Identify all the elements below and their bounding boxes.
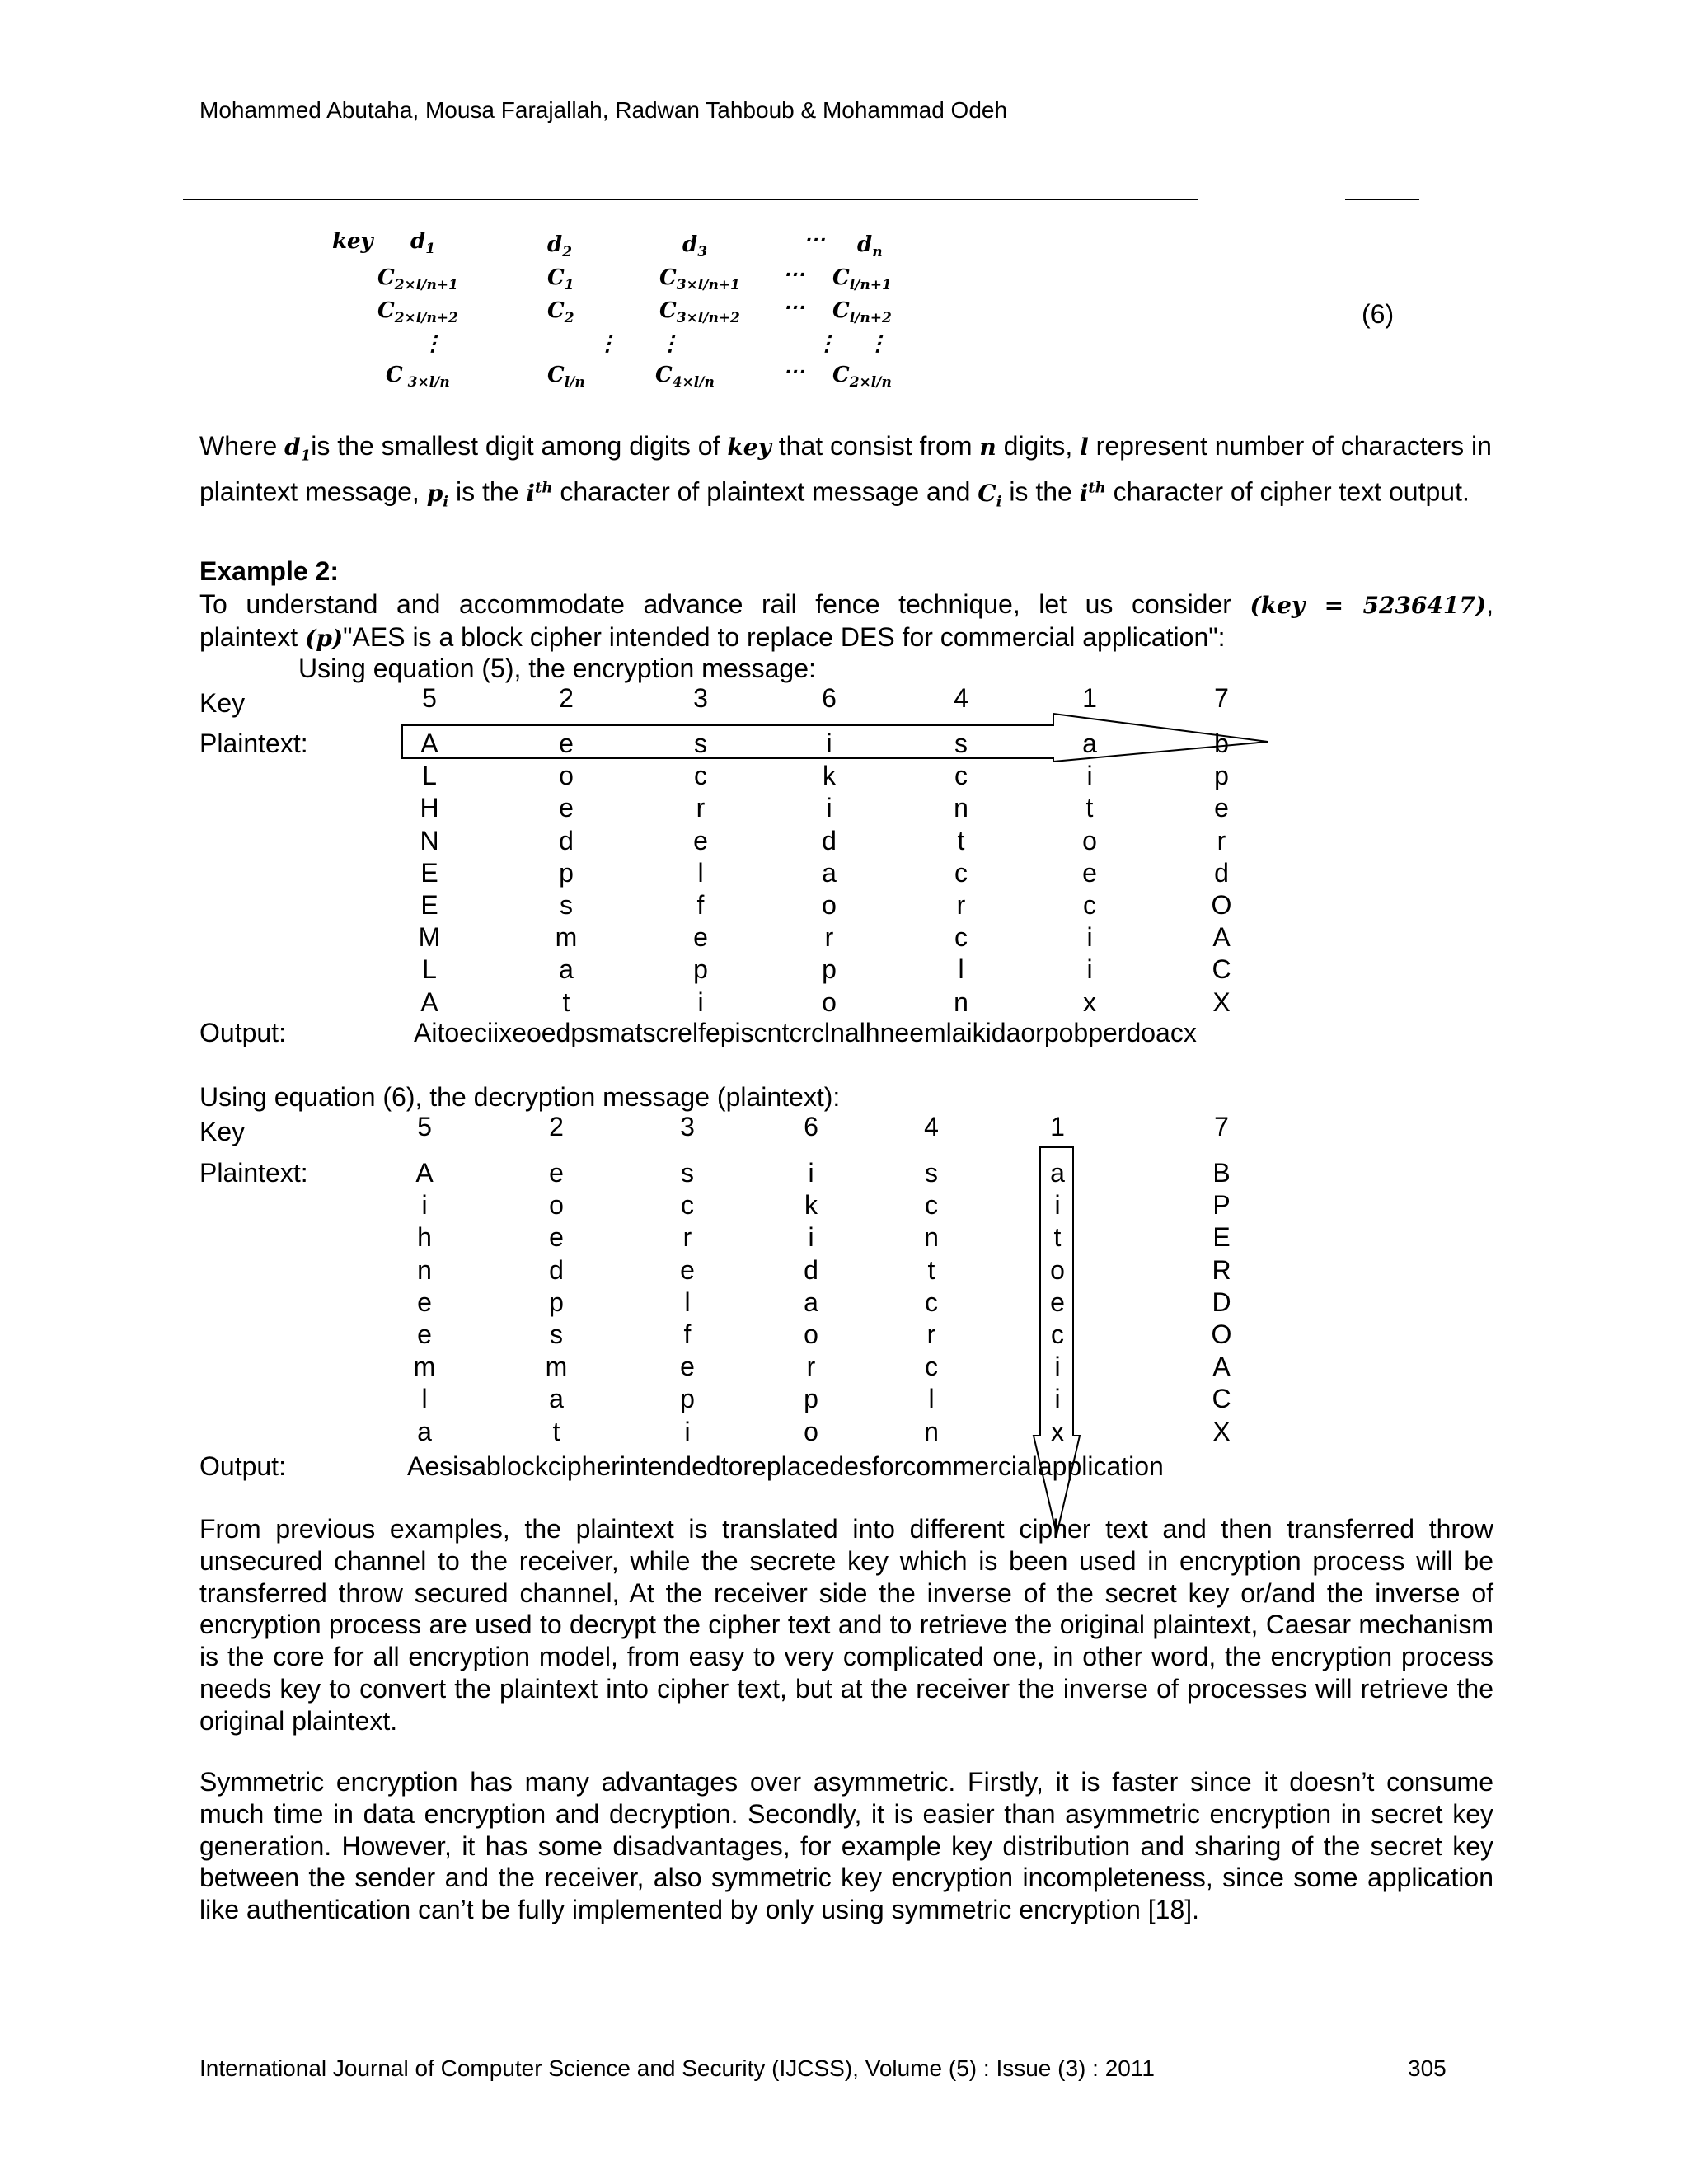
dec-cell-r2-c2: o bbox=[549, 1190, 564, 1221]
intro-s1: To understand and accommodate advance rail fence technique, let us consider bbox=[199, 589, 1250, 619]
enc-cell-r3-c4: i bbox=[826, 793, 832, 823]
enc-cell-r8-c3: p bbox=[693, 954, 708, 985]
enc-cell-r2-c4: k bbox=[823, 761, 836, 791]
dec-cell-r2-c6: i bbox=[1054, 1190, 1061, 1221]
dec-cell-r9-c2: t bbox=[552, 1416, 560, 1446]
enc-cell-r1-c3: s bbox=[694, 729, 707, 758]
eq-r3c3: $C_{4\times l/n}$ bbox=[655, 363, 715, 391]
enc-cell-r5-c5: c bbox=[954, 857, 968, 888]
dec-cell-r9-c7: X bbox=[1212, 1416, 1231, 1446]
dec-key-label: Key bbox=[199, 1117, 246, 1146]
dec-cell-r7-c5: c bbox=[925, 1352, 938, 1382]
enc-cell-r2-c2: o bbox=[559, 761, 574, 791]
dec-key-1: 5 bbox=[417, 1112, 432, 1141]
dec-cell-r9-c6: x bbox=[1051, 1416, 1064, 1446]
dec-cell-r4-c6: o bbox=[1050, 1254, 1065, 1285]
enc-cell-r9-c6: x bbox=[1083, 987, 1096, 1017]
eq-r1c3: $C_{3\times l/n+1}$ bbox=[659, 265, 740, 294]
enc-cell-r9-c5: n bbox=[954, 987, 968, 1017]
header-rule-left bbox=[183, 199, 1198, 200]
enc-cell-r7-c5: c bbox=[954, 922, 968, 953]
dec-key-5: 4 bbox=[924, 1112, 939, 1141]
math-pi: $p_i$ bbox=[426, 479, 449, 511]
enc-cell-r5-c6: e bbox=[1082, 857, 1097, 888]
enc-cell-r6-c2: s bbox=[560, 890, 573, 920]
eq-r3c4: ⋯ bbox=[783, 359, 804, 384]
dec-cell-r7-c7: A bbox=[1212, 1352, 1231, 1382]
enc-key-3: 3 bbox=[693, 683, 708, 713]
example-intro-line2 bbox=[199, 621, 1226, 654]
dec-cell-r5-c1: e bbox=[417, 1286, 432, 1317]
dec-cell-r4-c5: t bbox=[927, 1254, 935, 1285]
dec-cell-r3-c3: r bbox=[682, 1222, 692, 1253]
eq-r1c5: $C_{l/n+1}$ bbox=[832, 265, 892, 294]
eq-dn: $d_n$ bbox=[857, 232, 883, 261]
math-ci: $C_i$ bbox=[978, 479, 1002, 511]
enc-cell-r7-c7: A bbox=[1212, 922, 1231, 953]
dec-cell-r2-c1: i bbox=[421, 1190, 428, 1221]
dec-cell-r8-c5: l bbox=[928, 1384, 935, 1414]
enc-cell-r2-c3: c bbox=[694, 761, 707, 791]
dec-down-arrow-shape bbox=[1034, 1147, 1080, 1535]
equation-number: (6) bbox=[1362, 299, 1395, 329]
dec-output-label: Output: bbox=[199, 1451, 286, 1481]
enc-cell-r9-c1: A bbox=[420, 987, 438, 1017]
dec-cell-r8-c6: i bbox=[1054, 1384, 1061, 1414]
dec-output-text: Aesisablockcipherintendedtoreplacedesforcommercialapplication bbox=[407, 1451, 1164, 1481]
enc-key-5: 4 bbox=[954, 683, 968, 713]
enc-cell-r1-c2: e bbox=[559, 729, 574, 758]
enc-cell-r2-c5: c bbox=[954, 761, 968, 791]
enc-key-7: 7 bbox=[1214, 683, 1229, 713]
dec-cell-r9-c4: o bbox=[804, 1416, 818, 1446]
dec-cell-r4-c7: R bbox=[1212, 1254, 1231, 1285]
dec-cell-r5-c5: c bbox=[925, 1286, 938, 1317]
eq-r3c5: $C_{2\times l/n}$ bbox=[832, 363, 892, 391]
math-p-expr: (p) bbox=[305, 625, 344, 652]
enc-arrow bbox=[0, 709, 1319, 808]
dec-cell-r9-c5: n bbox=[924, 1416, 939, 1446]
enc-cell-r5-c4: a bbox=[822, 857, 837, 888]
where-s6: is the bbox=[448, 476, 527, 507]
enc-cell-r4-c4: d bbox=[822, 825, 837, 855]
enc-cell-r4-c6: o bbox=[1082, 825, 1097, 855]
enc-cell-r2-c6: i bbox=[1086, 761, 1093, 791]
dec-key-7: 7 bbox=[1214, 1112, 1229, 1141]
enc-cell-r3-c6: t bbox=[1085, 793, 1094, 823]
enc-cell-r4-c3: e bbox=[693, 825, 708, 855]
dec-plaintext-label: Plaintext: bbox=[199, 1158, 308, 1188]
enc-cell-r7-c4: r bbox=[824, 922, 834, 953]
where-s1: Where bbox=[199, 431, 285, 461]
enc-cell-r9-c4: o bbox=[822, 987, 837, 1017]
math-ith-2: $i^{th}$ bbox=[1079, 479, 1106, 507]
dec-arrow bbox=[989, 1141, 1154, 1569]
eq-vdots-1: ⋮ bbox=[422, 331, 443, 356]
dec-cell-r3-c5: n bbox=[924, 1222, 939, 1253]
dec-cell-r1-c1: A bbox=[415, 1158, 434, 1188]
dec-cell-r2-c4: k bbox=[804, 1190, 818, 1221]
dec-cell-r1-c5: s bbox=[925, 1158, 938, 1188]
enc-cell-r7-c1: M bbox=[418, 922, 441, 953]
eq-key: key bbox=[332, 229, 373, 254]
enc-cell-r5-c3: l bbox=[697, 857, 704, 888]
dec-cell-r6-c5: r bbox=[926, 1319, 936, 1349]
enc-cell-r7-c3: e bbox=[693, 922, 708, 953]
dec-cell-r3-c4: i bbox=[808, 1222, 814, 1253]
dec-cell-r5-c2: p bbox=[549, 1286, 564, 1317]
where-s2: is the smallest digit among digits of bbox=[311, 431, 728, 461]
enc-cell-r7-c2: m bbox=[555, 922, 578, 953]
eq-vdots-3: ⋮ bbox=[659, 331, 681, 356]
dec-cell-r5-c3: l bbox=[684, 1286, 691, 1317]
decryption-caption: Using equation (6), the decryption message (plaintext): bbox=[199, 1082, 841, 1112]
enc-cell-r5-c2: p bbox=[559, 857, 574, 888]
enc-cell-r6-c4: o bbox=[822, 890, 837, 920]
eq-r3c1: C $_{3\times l/n}$ bbox=[386, 363, 450, 391]
math-ith-1: $i^{th}$ bbox=[526, 479, 553, 507]
eq-r3c2: $C_{l/n}$ bbox=[547, 363, 585, 391]
dec-cell-r4-c2: d bbox=[549, 1254, 564, 1285]
eq-r2c2: $C_2$ bbox=[547, 298, 574, 327]
dec-cell-r3-c2: e bbox=[549, 1222, 564, 1253]
enc-cell-r8-c7: C bbox=[1212, 954, 1231, 985]
dec-cell-r9-c3: i bbox=[684, 1416, 691, 1446]
enc-cell-r4-c2: d bbox=[559, 825, 574, 855]
enc-cell-r9-c3: i bbox=[697, 987, 704, 1017]
dec-key-3: 3 bbox=[680, 1112, 695, 1141]
enc-cell-r8-c2: a bbox=[559, 954, 574, 985]
enc-cell-r8-c1: L bbox=[422, 954, 437, 985]
example-title bbox=[199, 555, 339, 587]
enc-cell-r6-c5: r bbox=[956, 890, 966, 920]
dec-cell-r6-c7: O bbox=[1211, 1319, 1232, 1349]
enc-cell-r1-c6: a bbox=[1082, 729, 1097, 758]
where-s7: character of plaintext message and bbox=[552, 476, 978, 507]
dec-cell-r1-c2: e bbox=[549, 1158, 564, 1188]
eq-r1c4: ⋯ bbox=[783, 262, 804, 287]
dec-cell-r6-c3: f bbox=[683, 1319, 692, 1349]
math-d1: $d_1$ bbox=[284, 434, 312, 465]
dec-cell-r4-c3: e bbox=[680, 1254, 695, 1285]
eq-r1c2: $C_1$ bbox=[547, 265, 574, 294]
eq-d3: $d_3$ bbox=[682, 232, 708, 261]
enc-plaintext-label: Plaintext: bbox=[199, 729, 308, 758]
dec-cell-r1-c3: s bbox=[681, 1158, 694, 1188]
enc-right-arrow-shape bbox=[402, 714, 1268, 762]
dec-cell-r6-c6: c bbox=[1051, 1319, 1064, 1349]
dec-cell-r4-c1: n bbox=[417, 1254, 432, 1285]
enc-cell-r3-c7: e bbox=[1214, 793, 1229, 823]
dec-cell-r7-c1: m bbox=[413, 1352, 436, 1382]
footer-page-number: 305 bbox=[1408, 2055, 1447, 2081]
dec-cell-r3-c6: t bbox=[1053, 1222, 1062, 1253]
where-s8: is the bbox=[1001, 476, 1080, 507]
enc-cell-r3-c5: n bbox=[954, 793, 968, 823]
enc-cell-r5-c7: d bbox=[1214, 857, 1229, 888]
enc-cell-r4-c1: N bbox=[420, 825, 439, 855]
dec-cell-r9-c1: a bbox=[417, 1416, 432, 1446]
dec-cell-r8-c2: a bbox=[549, 1384, 564, 1414]
enc-cell-r5-c1: E bbox=[420, 857, 438, 888]
eq-r2c3: $C_{3\times l/n+2}$ bbox=[659, 298, 740, 327]
dec-cell-r6-c1: e bbox=[417, 1319, 432, 1349]
enc-cell-r6-c7: O bbox=[1211, 890, 1232, 920]
eq-r2c5: $C_{l/n+2}$ bbox=[832, 298, 892, 327]
dec-cell-r5-c4: a bbox=[804, 1286, 818, 1317]
enc-cell-r1-c4: i bbox=[826, 729, 832, 758]
enc-cell-r4-c5: t bbox=[957, 825, 965, 855]
paragraph-2: Symmetric encryption has many advantages over asymmetric. Firstly, it is faster since it doesn’t consume much time in data encryption and decryption. Secondly, it is easier than asymmetric encryption in secret key generation. However, it has some disadvantages, for example key distribution and sharing of the secret key between the sender and the receiver, also symmetric key encryption incompleteness, since some application like authentication can’t be fully implemented by only using symmetric encryption [18]. bbox=[199, 1767, 1493, 1925]
dec-cell-r6-c2: s bbox=[550, 1319, 563, 1349]
enc-cell-r1-c7: b bbox=[1214, 729, 1229, 758]
enc-cell-r1-c5: s bbox=[954, 729, 968, 758]
dec-cell-r2-c5: c bbox=[925, 1190, 938, 1221]
dec-cell-r7-c6: i bbox=[1054, 1352, 1061, 1382]
where-paragraph bbox=[199, 430, 1493, 518]
dec-cell-r2-c7: P bbox=[1212, 1190, 1231, 1221]
math-n: n bbox=[979, 434, 996, 461]
enc-cell-r7-c6: i bbox=[1086, 922, 1093, 953]
paragraph-1: From previous examples, the plaintext is translated into different cipher text and then transferred throw unsecured channel to the receiver, while the secrete key which is been used in encryption process will be transferred throw secured channel, At the receiver side the inverse of the secret key or/and the inverse of encryption process are used to decrypt the cipher text and to retrieve the original plaintext, Caesar mechanism is the core for all encryption model, from easy to very complicated one, in other word, the encryption process needs key to convert the plaintext into cipher text, but at the receiver the inverse of processes will retrieve the original plaintext. bbox=[199, 1514, 1493, 1736]
enc-key-4: 6 bbox=[822, 683, 837, 713]
dec-key-2: 2 bbox=[549, 1112, 564, 1141]
intro-s4: "AES is a block cipher intended to replace DES for commercial application": bbox=[343, 622, 1226, 652]
intro-s2: , bbox=[1486, 589, 1493, 619]
dec-cell-r7-c4: r bbox=[806, 1352, 816, 1382]
dec-cell-r2-c3: c bbox=[681, 1190, 694, 1221]
enc-key-6: 1 bbox=[1082, 683, 1097, 713]
enc-cell-r8-c4: p bbox=[822, 954, 837, 985]
dec-cell-r1-c6: a bbox=[1050, 1158, 1065, 1188]
dec-cell-r6-c4: o bbox=[804, 1319, 818, 1349]
math-key: key bbox=[727, 434, 771, 461]
eq-dots-h: ⋯ bbox=[804, 227, 825, 252]
dec-cell-r5-c6: e bbox=[1050, 1286, 1065, 1317]
where-s3: that consist from bbox=[771, 431, 980, 461]
dec-cell-r7-c3: e bbox=[680, 1352, 695, 1382]
enc-output-label: Output: bbox=[199, 1018, 286, 1047]
enc-cell-r1-c1: A bbox=[420, 729, 438, 758]
example-title-text: Example 2: bbox=[199, 556, 339, 586]
enc-cell-r9-c2: t bbox=[562, 987, 570, 1017]
dec-cell-r8-c1: l bbox=[421, 1384, 428, 1414]
eq-d1: $d_1$ bbox=[410, 229, 436, 258]
enc-key-2: 2 bbox=[559, 683, 574, 713]
enc-cell-r6-c1: E bbox=[420, 890, 438, 920]
dec-cell-r8-c4: p bbox=[804, 1384, 818, 1414]
dec-cell-r5-c7: D bbox=[1212, 1286, 1231, 1317]
enc-cell-r3-c1: H bbox=[420, 793, 439, 823]
enc-cell-r8-c6: i bbox=[1086, 954, 1093, 985]
dec-cell-r4-c4: d bbox=[804, 1254, 818, 1285]
eq-r1c1: $C_{2\times l/n+1}$ bbox=[377, 265, 458, 294]
dec-cell-r3-c7: E bbox=[1212, 1222, 1231, 1253]
enc-cell-r8-c5: l bbox=[958, 954, 964, 985]
enc-cell-r2-c7: p bbox=[1214, 761, 1229, 791]
eq-vdots-4: ⋮ bbox=[816, 331, 837, 356]
dec-cell-r3-c1: h bbox=[417, 1222, 432, 1253]
footer-journal: International Journal of Computer Science and Security (IJCSS), Volume (5) : Issue (3) : 2011 bbox=[199, 2055, 1155, 2081]
where-s4: digits, bbox=[996, 431, 1081, 461]
where-s5: represent number of characters in plaintext message, bbox=[199, 431, 1492, 507]
enc-output-text: Aitoeciixeoedpsmatscrelfepiscntcrclnalhneemlaikidaorpobperdoacx bbox=[414, 1018, 1197, 1047]
encryption-caption: Using equation (5), the encryption message: bbox=[298, 654, 816, 683]
eq-vdots-2: ⋮ bbox=[597, 331, 618, 356]
dec-key-6: 1 bbox=[1050, 1112, 1065, 1141]
dec-cell-r1-c7: B bbox=[1212, 1158, 1231, 1188]
header-rule-right bbox=[1345, 199, 1419, 200]
dec-cell-r7-c2: m bbox=[545, 1352, 568, 1382]
dec-key-4: 6 bbox=[804, 1112, 818, 1141]
math-l: l bbox=[1080, 434, 1089, 461]
enc-cell-r3-c3: r bbox=[696, 793, 706, 823]
example-intro-line1 bbox=[199, 588, 1493, 622]
dec-cell-r8-c3: p bbox=[680, 1384, 695, 1414]
enc-cell-r3-c2: e bbox=[559, 793, 574, 823]
eq-r2c1: $C_{2\times l/n+2}$ bbox=[377, 298, 458, 327]
enc-cell-r9-c7: X bbox=[1212, 987, 1231, 1017]
enc-cell-r2-c1: L bbox=[422, 761, 437, 791]
intro-s3: plaintext bbox=[199, 622, 306, 652]
dec-cell-r8-c7: C bbox=[1212, 1384, 1231, 1414]
enc-cell-r4-c7: r bbox=[1217, 825, 1226, 855]
enc-cell-r6-c6: c bbox=[1083, 890, 1096, 920]
eq-r2c4: ⋯ bbox=[783, 295, 804, 320]
eq-vdots-5: ⋮ bbox=[867, 331, 889, 356]
enc-key-label: Key bbox=[199, 688, 246, 718]
enc-key-1: 5 bbox=[422, 683, 437, 713]
enc-cell-r6-c3: f bbox=[696, 890, 705, 920]
dec-cell-r1-c4: i bbox=[808, 1158, 814, 1188]
eq-d2: $d_2$ bbox=[547, 232, 573, 261]
running-header: Mohammed Abutaha, Mousa Farajallah, Radwan Tahboub & Mohammad Odeh bbox=[199, 97, 1008, 123]
math-key-expr: (key = 5236417) bbox=[1250, 592, 1487, 619]
where-s9: character of cipher text output. bbox=[1105, 476, 1470, 507]
